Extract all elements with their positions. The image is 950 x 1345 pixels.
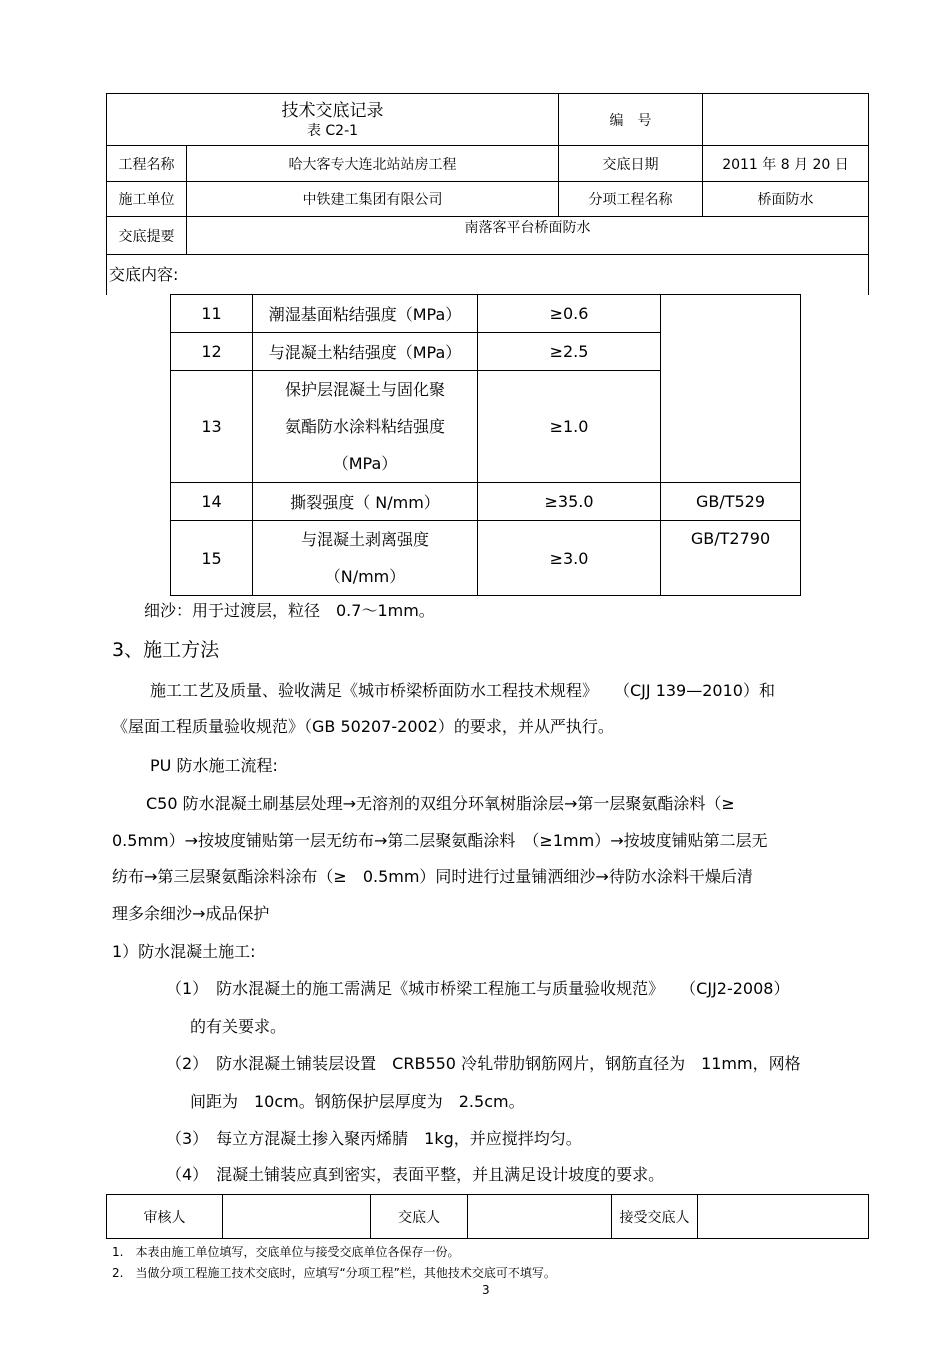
footnote: 1. 本表由施工单位填写，交底单位与接受交底单位各保存一份。 bbox=[112, 1245, 460, 1259]
property-name-line: 氨酯防水涂料粘结强度 bbox=[284, 417, 445, 436]
flow-line: 纺布→第三层聚氨酯涂料涂布（≥ 0.5mm）同时进行过量铺洒细沙→待防水涂料干燥后清 bbox=[112, 867, 753, 886]
list-item: （4） 混凝土铺装应真到密实，表面平整，并且满足设计坡度的要求。 bbox=[166, 1165, 665, 1184]
property-name-line: （N/mm） bbox=[324, 567, 406, 586]
subitem-value[interactable]: 桥面防水 bbox=[757, 192, 814, 208]
subitem-label: 分项工程名称 bbox=[588, 192, 673, 208]
table-row bbox=[171, 295, 801, 333]
reviewer-field[interactable] bbox=[223, 1195, 370, 1238]
table-row bbox=[171, 521, 801, 596]
date-value[interactable]: 2011 年 8 月 20 日 bbox=[722, 156, 849, 173]
list-item: （3） 每立方混凝土掺入聚丙烯腈 1kg，并应搅拌均匀。 bbox=[166, 1129, 582, 1148]
section-heading: 3、施工方法 bbox=[112, 639, 220, 661]
receiver-label: 接受交底人 bbox=[619, 1209, 690, 1226]
property-name-line: 保护层混凝土与固化聚 bbox=[284, 380, 445, 399]
row-number: 11 bbox=[171, 295, 253, 333]
document-title: 技术交底记录 bbox=[281, 100, 384, 121]
receiver-field[interactable] bbox=[698, 1195, 868, 1238]
list-item-continued: 的有关要求。 bbox=[190, 1017, 287, 1036]
property-name: 与混凝土粘结强度（MPa） bbox=[253, 333, 478, 371]
project-name-label: 工程名称 bbox=[118, 156, 175, 173]
discloser-field[interactable] bbox=[468, 1195, 611, 1238]
requirement-value: ≥3.0 bbox=[478, 521, 661, 596]
frame-right bbox=[868, 255, 869, 295]
content-label: 交底内容: bbox=[109, 265, 179, 284]
property-name-line: 与混凝土剥离强度 bbox=[300, 530, 429, 549]
row-number: 12 bbox=[171, 333, 253, 371]
requirement-value: ≥2.5 bbox=[478, 333, 661, 371]
number-label: 编 号 bbox=[609, 112, 652, 129]
number-value[interactable] bbox=[703, 94, 868, 145]
table-row bbox=[171, 483, 801, 521]
property-name: 潮湿基面粘结强度（MPa） bbox=[253, 295, 478, 333]
pu-flow-title: PU 防水施工流程: bbox=[150, 756, 278, 775]
flow-line: C50 防水混凝土刷基层处理→无溶剂的双组分环氧树脂涂层→第一层聚氨酯涂料（≥ bbox=[146, 794, 735, 813]
requirement-value: ≥0.6 bbox=[478, 295, 661, 333]
form-number: 表 C2-1 bbox=[306, 123, 359, 139]
flow-line: 理多余细沙→成品保护 bbox=[112, 904, 270, 923]
property-name bbox=[253, 371, 478, 483]
standard-value: GB/T2790 bbox=[661, 521, 801, 596]
property-name-line: （MPa） bbox=[332, 454, 398, 473]
paragraph-line: 《屋面工程质量验收规范》（GB 50207-2002）的要求，并从严执行。 bbox=[112, 717, 614, 736]
list-item: （1） 防水混凝土的施工需满足《城市桥梁工程施工与质量验收规范》 （CJJ2-2008） bbox=[166, 979, 790, 998]
subsection-heading: 1）防水混凝土施工: bbox=[112, 942, 256, 961]
row-number: 15 bbox=[171, 521, 253, 596]
summary-value[interactable]: 南落客平台桥面防水 bbox=[464, 220, 591, 236]
footnote: 2. 当做分项工程施工技术交底时，应填写“分项工程”栏，其他技术交底可不填写。 bbox=[112, 1266, 556, 1280]
standard-cell bbox=[661, 295, 801, 483]
sig-right bbox=[868, 1194, 869, 1239]
row-number: 14 bbox=[171, 483, 253, 521]
frame-left bbox=[106, 255, 107, 295]
row-line bbox=[106, 254, 869, 255]
flow-line: 0.5mm）→按坡度铺贴第一层无纺布→第二层聚氨酯涂料 （≥1mm）→按坡度铺贴第二层无 bbox=[112, 831, 768, 850]
frame-right-top bbox=[868, 93, 869, 255]
requirement-value: ≥35.0 bbox=[478, 483, 661, 521]
unit-label: 施工单位 bbox=[118, 192, 175, 208]
property-name bbox=[253, 521, 478, 596]
row-number: 13 bbox=[171, 371, 253, 483]
paragraph-line: 施工工艺及质量、验收满足《城市桥梁桥面防水工程技术规程》 （CJJ 139—2010）和 bbox=[150, 681, 775, 700]
unit-value[interactable]: 中铁建工集团有限公司 bbox=[302, 192, 443, 208]
summary-label: 交底提要 bbox=[118, 228, 175, 245]
list-item: （2） 防水混凝土铺装层设置 CRB550 冷轧带肋钢筋网片，钢筋直径为 11mm，网格 bbox=[166, 1054, 801, 1073]
date-label: 交底日期 bbox=[602, 156, 659, 173]
sand-note: 细沙：用于过渡层，粒径 0.7～1mm。 bbox=[144, 601, 435, 620]
project-name[interactable]: 哈大客专大连北站站房工程 bbox=[288, 156, 457, 173]
properties-table bbox=[170, 294, 801, 596]
sig-bottom bbox=[106, 1238, 869, 1239]
discloser-label: 交底人 bbox=[398, 1209, 440, 1226]
property-name: 撕裂强度（ N/mm） bbox=[253, 483, 478, 521]
page-number: 3 bbox=[482, 1283, 490, 1297]
list-item-continued: 间距为 10cm。钢筋保护层厚度为 2.5cm。 bbox=[190, 1092, 525, 1111]
standard-value: GB/T529 bbox=[661, 483, 801, 521]
requirement-value: ≥1.0 bbox=[478, 371, 661, 483]
reviewer-label: 审核人 bbox=[143, 1209, 186, 1226]
